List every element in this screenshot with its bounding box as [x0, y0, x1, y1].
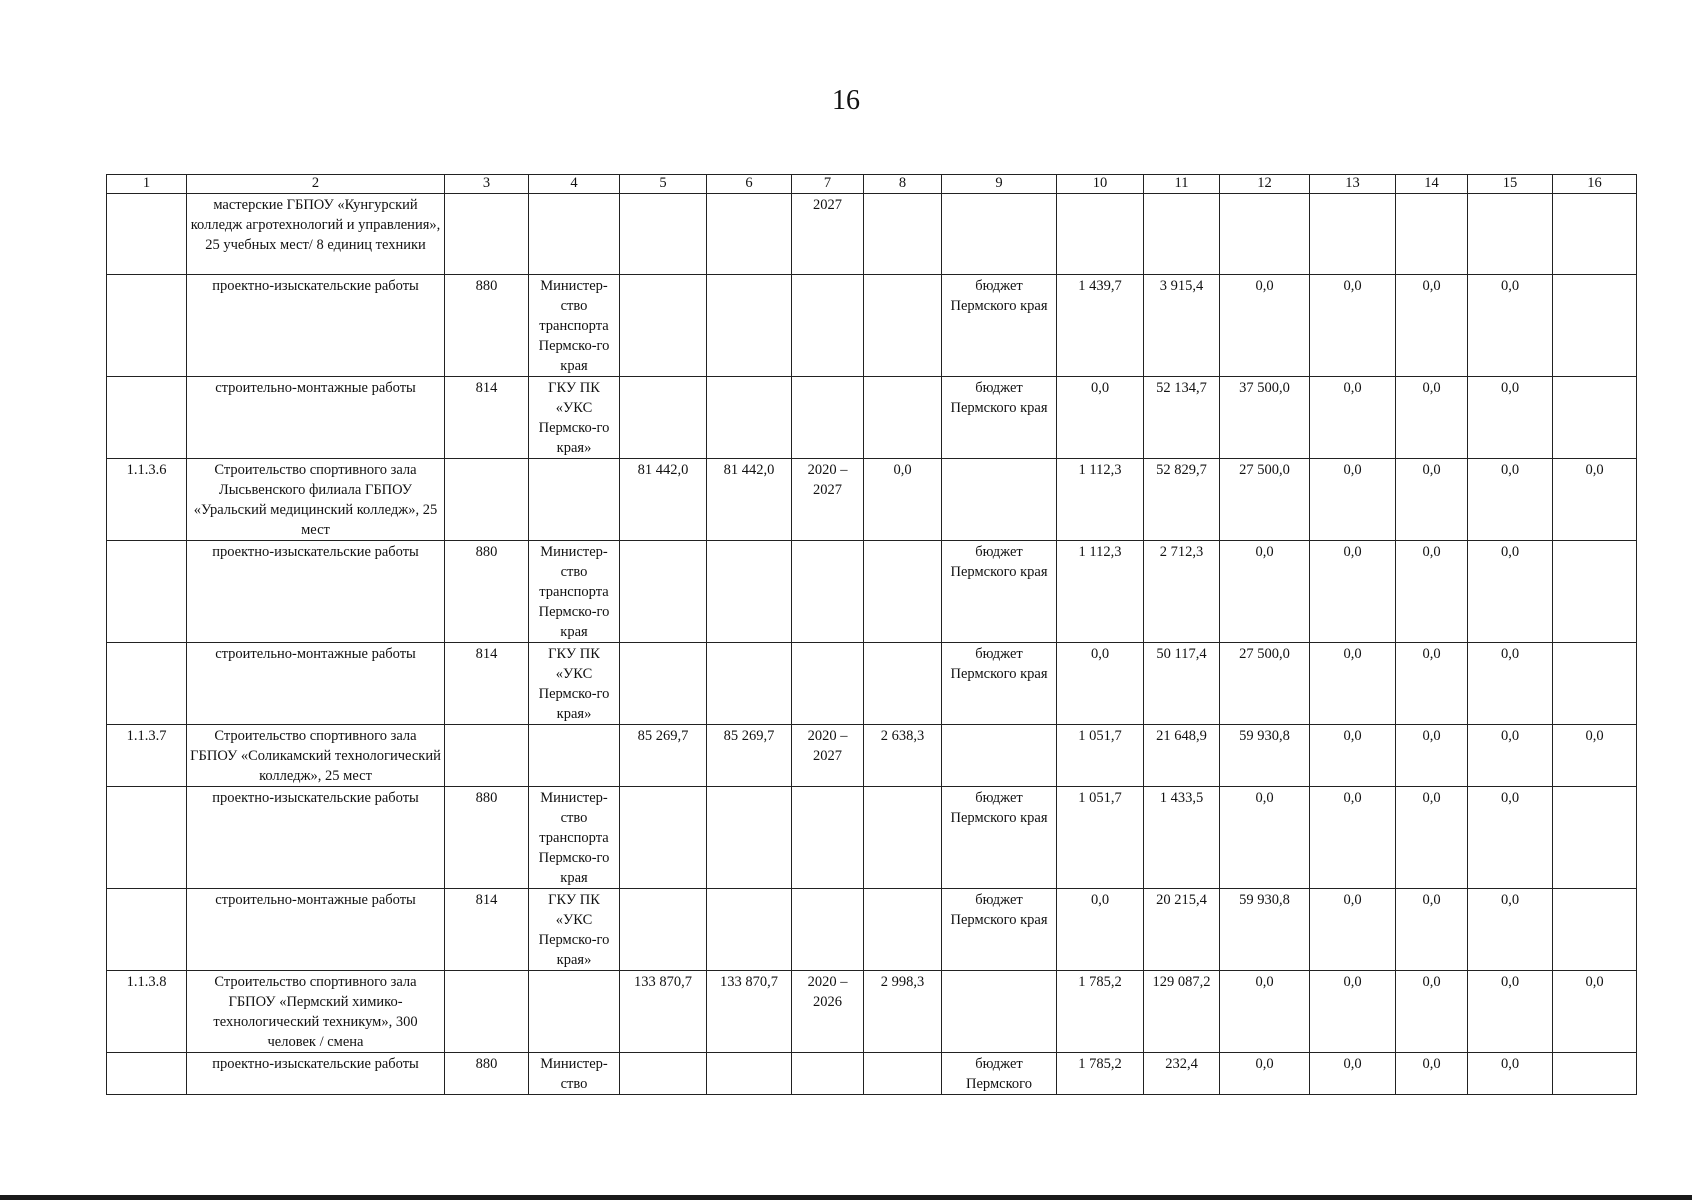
table-cell — [792, 541, 864, 643]
table-cell: 0,0 — [1468, 541, 1553, 643]
table-cell: 1 785,2 — [1057, 971, 1144, 1053]
table-cell: 1.1.3.7 — [107, 725, 187, 787]
table-cell: 0,0 — [1220, 971, 1310, 1053]
table-cell: 37 500,0 — [1220, 377, 1310, 459]
table-cell — [707, 643, 792, 725]
table-row — [107, 275, 1637, 377]
table-cell: 1 051,7 — [1057, 787, 1144, 889]
table-cell — [529, 459, 620, 541]
table-cell — [1553, 889, 1637, 971]
table-cell — [529, 725, 620, 787]
table-cell: 0,0 — [1057, 889, 1144, 971]
table-row — [107, 889, 1637, 971]
description-cell: проектно-изыскательские работы — [187, 275, 445, 377]
table-cell: Министер-ство транспорта Пермско-го края — [529, 541, 620, 643]
table-cell: 0,0 — [1310, 725, 1396, 787]
table-cell: 1.1.3.8 — [107, 971, 187, 1053]
table-cell — [707, 1053, 792, 1095]
table-cell — [529, 194, 620, 275]
header-row — [107, 175, 1637, 194]
table-cell: 2 712,3 — [1144, 541, 1220, 643]
column-number: 16 — [1553, 175, 1637, 194]
column-number: 1 — [107, 175, 187, 194]
description-cell: строительно-монтажные работы — [187, 889, 445, 971]
table-cell — [445, 971, 529, 1053]
table-cell: Министер-ство — [529, 1053, 620, 1095]
table-cell: 880 — [445, 275, 529, 377]
table-cell: 0,0 — [1468, 459, 1553, 541]
table-cell — [942, 725, 1057, 787]
table-row — [107, 787, 1637, 889]
table-cell — [107, 889, 187, 971]
table-cell — [1553, 275, 1637, 377]
table-cell — [107, 275, 187, 377]
table-cell: 0,0 — [1310, 889, 1396, 971]
table-cell: бюджет Пермского края — [942, 541, 1057, 643]
table-cell — [107, 541, 187, 643]
table-cell: 880 — [445, 1053, 529, 1095]
table-cell — [864, 194, 942, 275]
column-number: 14 — [1396, 175, 1468, 194]
table-cell — [707, 275, 792, 377]
table-cell: 85 269,7 — [620, 725, 707, 787]
table-cell — [864, 275, 942, 377]
table-cell: 0,0 — [1310, 1053, 1396, 1095]
table-cell: 0,0 — [1057, 643, 1144, 725]
budget-table — [106, 174, 1637, 1095]
table-cell: 2020 – 2026 — [792, 971, 864, 1053]
column-number: 4 — [529, 175, 620, 194]
table-cell — [1220, 194, 1310, 275]
column-number: 2 — [187, 175, 445, 194]
column-number: 12 — [1220, 175, 1310, 194]
table-cell: 0,0 — [1310, 643, 1396, 725]
table-cell: 232,4 — [1144, 1053, 1220, 1095]
table-cell — [1553, 1053, 1637, 1095]
description-cell: Строительство спортивного зала Лысьвенского филиала ГБПОУ «Уральский медицинский колледж», 25 мест — [187, 459, 445, 541]
table-cell: 21 648,9 — [1144, 725, 1220, 787]
table-cell — [792, 787, 864, 889]
table-cell: 0,0 — [1468, 377, 1553, 459]
column-number: 3 — [445, 175, 529, 194]
table-cell: 52 829,7 — [1144, 459, 1220, 541]
table-cell — [620, 787, 707, 889]
column-number: 5 — [620, 175, 707, 194]
table-cell — [864, 541, 942, 643]
table-cell — [620, 1053, 707, 1095]
table-cell — [942, 194, 1057, 275]
table-cell: 1 051,7 — [1057, 725, 1144, 787]
table-cell — [792, 275, 864, 377]
table-cell: 1 112,3 — [1057, 541, 1144, 643]
table-cell — [1553, 787, 1637, 889]
description-cell: мастерские ГБПОУ «Кунгурский колледж агротехнологий и управления», 25 учебных мест/ 8 единиц техники — [187, 194, 445, 275]
table-cell: 1 433,5 — [1144, 787, 1220, 889]
table-cell — [529, 971, 620, 1053]
scan-edge — [0, 1195, 1692, 1200]
table-cell — [1310, 194, 1396, 275]
column-number: 11 — [1144, 175, 1220, 194]
table-cell — [707, 194, 792, 275]
table-cell: 0,0 — [1310, 377, 1396, 459]
table-cell: 0,0 — [1220, 1053, 1310, 1095]
table-row — [107, 541, 1637, 643]
table-cell — [445, 459, 529, 541]
table-cell — [792, 1053, 864, 1095]
table-cell — [620, 275, 707, 377]
table-cell — [107, 194, 187, 275]
table-cell: бюджет Пермского края — [942, 275, 1057, 377]
table-row — [107, 971, 1637, 1053]
table-cell: 133 870,7 — [707, 971, 792, 1053]
table-cell: 0,0 — [1468, 643, 1553, 725]
table-row — [107, 194, 1637, 275]
table-cell — [792, 377, 864, 459]
table-cell: ГКУ ПК «УКС Пермско-го края» — [529, 377, 620, 459]
table-row — [107, 725, 1637, 787]
table-cell: 1 439,7 — [1057, 275, 1144, 377]
table-cell: 133 870,7 — [620, 971, 707, 1053]
table-cell: 0,0 — [1468, 725, 1553, 787]
table-row — [107, 1053, 1637, 1095]
table-cell: 81 442,0 — [707, 459, 792, 541]
table-cell: 27 500,0 — [1220, 459, 1310, 541]
table-cell: бюджет Пермского края — [942, 787, 1057, 889]
table-cell: 0,0 — [1220, 275, 1310, 377]
table-cell: 0,0 — [1468, 275, 1553, 377]
table-cell: 1 112,3 — [1057, 459, 1144, 541]
table-cell: 50 117,4 — [1144, 643, 1220, 725]
column-number: 10 — [1057, 175, 1144, 194]
table-cell — [107, 377, 187, 459]
table-cell — [1553, 541, 1637, 643]
table-cell — [107, 1053, 187, 1095]
table-cell — [707, 541, 792, 643]
table-cell: 0,0 — [1396, 377, 1468, 459]
table-cell: бюджет Пермского края — [942, 377, 1057, 459]
table-cell — [942, 459, 1057, 541]
table-cell: 0,0 — [1310, 459, 1396, 541]
column-number: 8 — [864, 175, 942, 194]
table-cell: 0,0 — [1553, 459, 1637, 541]
table-cell: Министер-ство транспорта Пермско-го края — [529, 275, 620, 377]
description-cell: проектно-изыскательские работы — [187, 1053, 445, 1095]
table-cell: 27 500,0 — [1220, 643, 1310, 725]
table-cell: 1.1.3.6 — [107, 459, 187, 541]
table-cell: 0,0 — [1396, 889, 1468, 971]
table-cell: 0,0 — [1468, 889, 1553, 971]
table-cell: 0,0 — [1396, 1053, 1468, 1095]
table-cell: 0,0 — [1396, 541, 1468, 643]
description-cell: строительно-монтажные работы — [187, 377, 445, 459]
table-row — [107, 459, 1637, 541]
table-cell: 0,0 — [1396, 459, 1468, 541]
table-cell — [620, 194, 707, 275]
column-number: 13 — [1310, 175, 1396, 194]
table-cell — [620, 643, 707, 725]
table-cell — [445, 194, 529, 275]
description-cell: Строительство спортивного зала ГБПОУ «Соликамский технологический колледж», 25 мест — [187, 725, 445, 787]
table-cell: 880 — [445, 541, 529, 643]
table-cell — [1057, 194, 1144, 275]
table-cell: бюджет Пермского края — [942, 643, 1057, 725]
table-cell: 2 638,3 — [864, 725, 942, 787]
table-cell: 0,0 — [1553, 725, 1637, 787]
table-cell: 2020 – 2027 — [792, 725, 864, 787]
description-cell: Строительство спортивного зала ГБПОУ «Пермский химико-технологический техникум», 300 человек / смена — [187, 971, 445, 1053]
table-cell — [620, 889, 707, 971]
table-cell — [792, 889, 864, 971]
table-cell — [864, 643, 942, 725]
description-cell: строительно-монтажные работы — [187, 643, 445, 725]
table-cell — [1396, 194, 1468, 275]
table-cell — [445, 725, 529, 787]
table-cell: 52 134,7 — [1144, 377, 1220, 459]
table-cell: 0,0 — [1220, 541, 1310, 643]
description-cell: проектно-изыскательские работы — [187, 787, 445, 889]
table-cell: 59 930,8 — [1220, 725, 1310, 787]
table-cell — [1553, 194, 1637, 275]
table-cell — [792, 643, 864, 725]
table-cell — [707, 787, 792, 889]
table-cell: 3 915,4 — [1144, 275, 1220, 377]
column-number: 7 — [792, 175, 864, 194]
column-number: 9 — [942, 175, 1057, 194]
table-cell — [942, 971, 1057, 1053]
table-cell — [107, 787, 187, 889]
table-cell: 59 930,8 — [1220, 889, 1310, 971]
table-cell — [1144, 194, 1220, 275]
table-row — [107, 377, 1637, 459]
table-cell — [864, 1053, 942, 1095]
table-cell — [1553, 377, 1637, 459]
table-cell: 0,0 — [1553, 971, 1637, 1053]
table-cell: 0,0 — [1468, 971, 1553, 1053]
table-cell: 0,0 — [1396, 971, 1468, 1053]
table-cell: бюджет Пермского края — [942, 889, 1057, 971]
table-cell: 20 215,4 — [1144, 889, 1220, 971]
column-number: 6 — [707, 175, 792, 194]
column-number: 15 — [1468, 175, 1553, 194]
table-cell: 0,0 — [1468, 1053, 1553, 1095]
table-cell — [864, 889, 942, 971]
table-cell: 129 087,2 — [1144, 971, 1220, 1053]
table-cell: 0,0 — [1310, 541, 1396, 643]
table-cell — [707, 889, 792, 971]
table-cell: 0,0 — [1396, 643, 1468, 725]
table-cell — [620, 541, 707, 643]
table-cell — [864, 377, 942, 459]
table-cell: 0,0 — [1220, 787, 1310, 889]
table-cell: 81 442,0 — [620, 459, 707, 541]
table-cell: 814 — [445, 643, 529, 725]
table-row — [107, 643, 1637, 725]
table-cell: 0,0 — [1468, 787, 1553, 889]
table-cell: 0,0 — [1396, 725, 1468, 787]
table-cell: 0,0 — [1396, 787, 1468, 889]
table-cell: 880 — [445, 787, 529, 889]
table-cell — [620, 377, 707, 459]
description-cell: проектно-изыскательские работы — [187, 541, 445, 643]
table-cell: бюджет Пермского — [942, 1053, 1057, 1095]
table-cell — [1553, 643, 1637, 725]
table-cell — [1468, 194, 1553, 275]
table-cell — [107, 643, 187, 725]
table-cell: 0,0 — [1057, 377, 1144, 459]
table-cell: 85 269,7 — [707, 725, 792, 787]
page-number: 16 — [832, 85, 860, 116]
table-cell: ГКУ ПК «УКС Пермско-го края» — [529, 643, 620, 725]
table-cell: 2027 — [792, 194, 864, 275]
table-cell: 0,0 — [1396, 275, 1468, 377]
table-cell: 1 785,2 — [1057, 1053, 1144, 1095]
table-cell — [864, 787, 942, 889]
table-cell: 0,0 — [1310, 275, 1396, 377]
table-cell: Министер-ство транспорта Пермско-го края — [529, 787, 620, 889]
table-cell: 2020 – 2027 — [792, 459, 864, 541]
table-cell: ГКУ ПК «УКС Пермско-го края» — [529, 889, 620, 971]
table-cell: 814 — [445, 377, 529, 459]
table-cell: 0,0 — [864, 459, 942, 541]
table-cell: 814 — [445, 889, 529, 971]
table-cell: 0,0 — [1310, 971, 1396, 1053]
table-cell: 2 998,3 — [864, 971, 942, 1053]
table-cell — [707, 377, 792, 459]
table-cell: 0,0 — [1310, 787, 1396, 889]
